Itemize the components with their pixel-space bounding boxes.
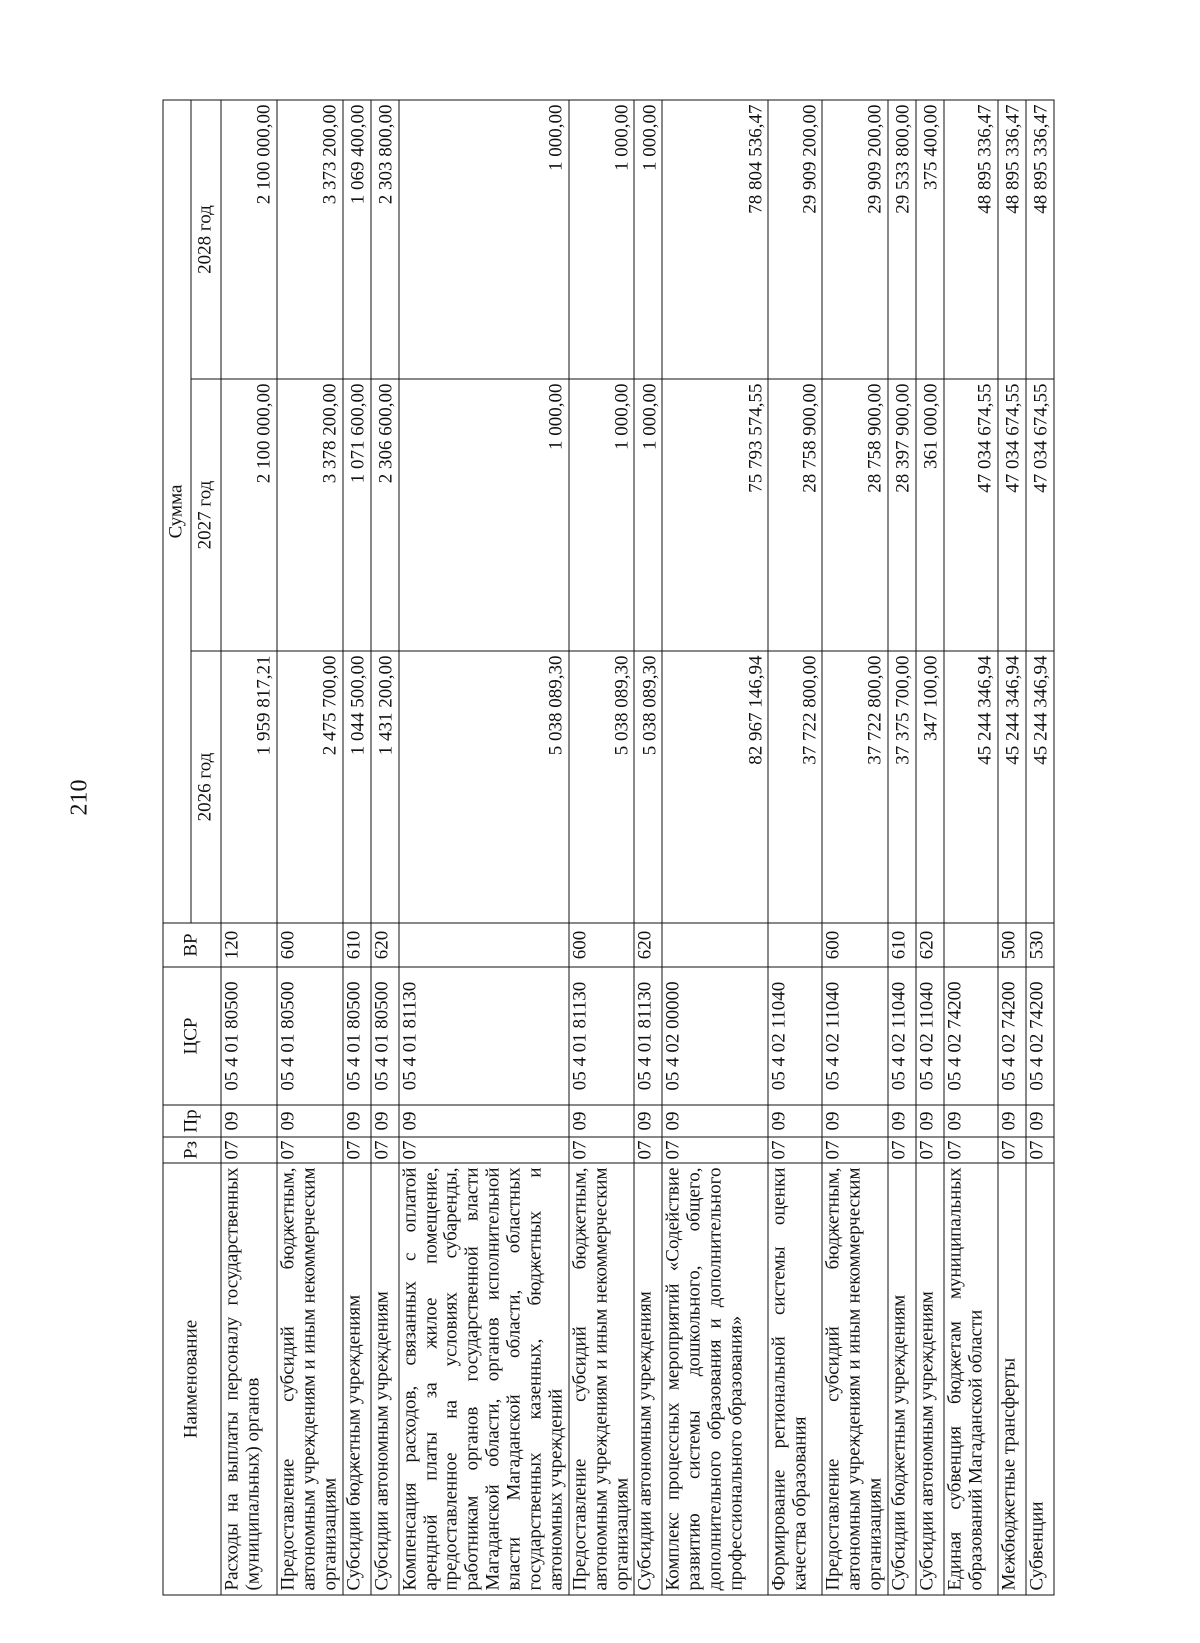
row-csr: 05 4 02 11040: [822, 967, 888, 1105]
row-rz: 07: [277, 1137, 343, 1163]
row-pr: 09: [916, 1105, 944, 1137]
row-rz: 07: [888, 1137, 916, 1163]
row-csr: 05 4 02 11040: [888, 967, 916, 1105]
row-2027: 28 758 900,00: [822, 379, 888, 651]
row-2027: 1 000,00: [634, 379, 662, 651]
row-csr: 05 4 01 81130: [634, 967, 662, 1105]
row-2026: 1 044 500,00: [342, 651, 370, 923]
row-2027: 28 397 900,00: [888, 379, 916, 651]
row-2026: 2 475 700,00: [277, 651, 343, 923]
row-2027: 3 378 200,00: [277, 379, 343, 651]
row-2027: 2 100 000,00: [221, 379, 277, 651]
row-pr: 09: [398, 1105, 568, 1137]
row-2026: 5 038 089,30: [398, 651, 568, 923]
row-2028: 2 303 800,00: [370, 99, 398, 378]
header-year-2026: 2026 год: [191, 651, 221, 923]
table-row: [342, 99, 370, 1594]
row-rz: 07: [662, 1137, 768, 1163]
row-2028: 1 069 400,00: [342, 99, 370, 378]
row-vr: 610: [342, 923, 370, 967]
row-2027: 1 071 600,00: [342, 379, 370, 651]
row-name: Предоставление субсидий бюджетным, автономным учреждениям и иным некоммерческим организациям: [568, 1163, 634, 1595]
row-2026: 347 100,00: [916, 651, 944, 923]
row-rz: 07: [1026, 1137, 1054, 1163]
row-csr: 05 4 02 11040: [916, 967, 944, 1105]
row-rz: 07: [634, 1137, 662, 1163]
row-2026: 37 722 800,00: [768, 651, 822, 923]
row-pr: 09: [634, 1105, 662, 1137]
row-pr: 09: [568, 1105, 634, 1137]
row-rz: 07: [370, 1137, 398, 1163]
row-name: Субвенции: [1026, 1163, 1054, 1595]
row-2028: 48 895 336,47: [944, 99, 998, 378]
row-2028: 48 895 336,47: [998, 99, 1026, 378]
table-row: [370, 99, 398, 1594]
header-vr: ВР: [163, 923, 221, 967]
row-vr: [768, 923, 822, 967]
row-2026: 45 244 346,94: [944, 651, 998, 923]
row-2027: 2 306 600,00: [370, 379, 398, 651]
row-pr: 09: [998, 1105, 1026, 1137]
row-2027: 1 000,00: [398, 379, 568, 651]
row-csr: 05 4 02 74200: [1026, 967, 1054, 1105]
row-csr: 05 4 02 00000: [662, 967, 768, 1105]
row-2028: 48 895 336,47: [1026, 99, 1054, 378]
row-2028: 29 909 200,00: [768, 99, 822, 378]
table-row: [634, 99, 662, 1594]
row-name: Предоставление субсидий бюджетным, автономным учреждениям и иным некоммерческим организациям: [822, 1163, 888, 1595]
row-2026: 5 038 089,30: [568, 651, 634, 923]
row-vr: 620: [916, 923, 944, 967]
budget-table-container: [162, 100, 1052, 1595]
row-2028: 29 533 800,00: [888, 99, 916, 378]
row-2026: 82 967 146,94: [662, 651, 768, 923]
row-pr: 09: [944, 1105, 998, 1137]
row-pr: 09: [370, 1105, 398, 1137]
table-row: [916, 99, 944, 1594]
row-csr: 05 4 02 74200: [944, 967, 998, 1105]
table-row: [568, 99, 634, 1594]
table-row: [888, 99, 916, 1594]
row-2028: 1 000,00: [634, 99, 662, 378]
row-2028: 3 373 200,00: [277, 99, 343, 378]
row-rz: 07: [568, 1137, 634, 1163]
header-year-2027: 2027 год: [191, 379, 221, 651]
header-sum: Сумма: [163, 99, 191, 922]
header-name: Наименование: [163, 1163, 221, 1595]
row-vr: 620: [634, 923, 662, 967]
row-vr: 610: [888, 923, 916, 967]
row-vr: 600: [277, 923, 343, 967]
row-csr: 05 4 01 81130: [568, 967, 634, 1105]
row-2028: 2 100 000,00: [221, 99, 277, 378]
row-name: Субсидии автономным учреждениям: [634, 1163, 662, 1595]
table-row: [1026, 99, 1054, 1594]
row-2027: 361 000,00: [916, 379, 944, 651]
row-vr: 500: [998, 923, 1026, 967]
row-rz: 07: [398, 1137, 568, 1163]
row-2027: 47 034 674,55: [1026, 379, 1054, 651]
row-2027: 75 793 574,55: [662, 379, 768, 651]
row-2026: 1 959 817,21: [221, 651, 277, 923]
row-name: Межбюджетные трансферты: [998, 1163, 1026, 1595]
row-rz: 07: [998, 1137, 1026, 1163]
table-row: [822, 99, 888, 1594]
row-2026: 37 722 800,00: [822, 651, 888, 923]
row-2027: 1 000,00: [568, 379, 634, 651]
row-name: Расходы на выплаты персоналу государственных (муниципальных) органов: [221, 1163, 277, 1595]
row-csr: 05 4 02 11040: [768, 967, 822, 1105]
row-pr: 09: [221, 1105, 277, 1137]
row-pr: 09: [768, 1105, 822, 1137]
row-vr: 620: [370, 923, 398, 967]
row-vr: 600: [822, 923, 888, 967]
row-csr: 05 4 01 80500: [342, 967, 370, 1105]
row-rz: 07: [342, 1137, 370, 1163]
row-vr: [944, 923, 998, 967]
header-year-2028: 2028 год: [191, 99, 221, 378]
header-rz: Рз: [163, 1137, 221, 1163]
row-pr: 09: [888, 1105, 916, 1137]
row-name: Компенсация расходов, связанных с оплатой арендной платы за жилое помещение, предоставленное на условиях субаренды, работникам органов государственной власти Магаданской области, органов исполнительной власти Магаданской области, областных государственных казенных, бюджетных и автономных учреждений: [398, 1163, 568, 1595]
row-rz: 07: [822, 1137, 888, 1163]
table-row: [768, 99, 822, 1594]
row-name: Комплекс процессных мероприятий «Содействие развитию системы дошкольного, общего, дополнительного образования и дополнительного профессионального образования»: [662, 1163, 768, 1595]
row-2026: 45 244 346,94: [998, 651, 1026, 923]
row-2027: 28 758 900,00: [768, 379, 822, 651]
row-csr: 05 4 01 80500: [277, 967, 343, 1105]
row-name: Субсидии автономным учреждениям: [370, 1163, 398, 1595]
row-name: Субсидии бюджетным учреждениям: [342, 1163, 370, 1595]
row-name: Формирование региональной системы оценки качества образования: [768, 1163, 822, 1595]
row-rz: 07: [944, 1137, 998, 1163]
row-2026: 37 375 700,00: [888, 651, 916, 923]
row-pr: 09: [822, 1105, 888, 1137]
row-rz: 07: [768, 1137, 822, 1163]
row-2026: 45 244 346,94: [1026, 651, 1054, 923]
table-row: [998, 99, 1026, 1594]
row-2028: 1 000,00: [398, 99, 568, 378]
row-name: Предоставление субсидий бюджетным, автономным учреждениям и иным некоммерческим организациям: [277, 1163, 343, 1595]
table-row: [662, 99, 768, 1594]
row-2028: 1 000,00: [568, 99, 634, 378]
row-vr: 120: [221, 923, 277, 967]
row-2028: 78 804 536,47: [662, 99, 768, 378]
row-csr: 05 4 01 81130: [398, 967, 568, 1105]
row-vr: 530: [1026, 923, 1054, 967]
table-row: [944, 99, 998, 1594]
page-number: 210: [66, 779, 93, 816]
row-pr: 09: [1026, 1105, 1054, 1137]
row-vr: 600: [568, 923, 634, 967]
row-vr: [398, 923, 568, 967]
row-2026: 1 431 200,00: [370, 651, 398, 923]
row-rz: 07: [916, 1137, 944, 1163]
row-2027: 47 034 674,55: [944, 379, 998, 651]
row-name: Субсидии бюджетным учреждениям: [888, 1163, 916, 1595]
row-csr: 05 4 02 74200: [998, 967, 1026, 1105]
table-row: [277, 99, 343, 1594]
header-pr: Пр: [163, 1105, 221, 1137]
row-2028: 375 400,00: [916, 99, 944, 378]
row-name: Единая субвенция бюджетам муниципальных образований Магаданской области: [944, 1163, 998, 1595]
row-csr: 05 4 01 80500: [370, 967, 398, 1105]
table-row: [221, 99, 277, 1594]
row-pr: 09: [342, 1105, 370, 1137]
row-pr: 09: [662, 1105, 768, 1137]
row-rz: 07: [221, 1137, 277, 1163]
row-2026: 5 038 089,30: [634, 651, 662, 923]
budget-table: [162, 99, 1054, 1595]
row-name: Субсидии автономным учреждениям: [916, 1163, 944, 1595]
row-csr: 05 4 01 80500: [221, 967, 277, 1105]
row-2028: 29 909 200,00: [822, 99, 888, 378]
header-csr: ЦСР: [163, 967, 221, 1105]
table-row: [398, 99, 568, 1594]
row-pr: 09: [277, 1105, 343, 1137]
row-vr: [662, 923, 768, 967]
row-2027: 47 034 674,55: [998, 379, 1026, 651]
